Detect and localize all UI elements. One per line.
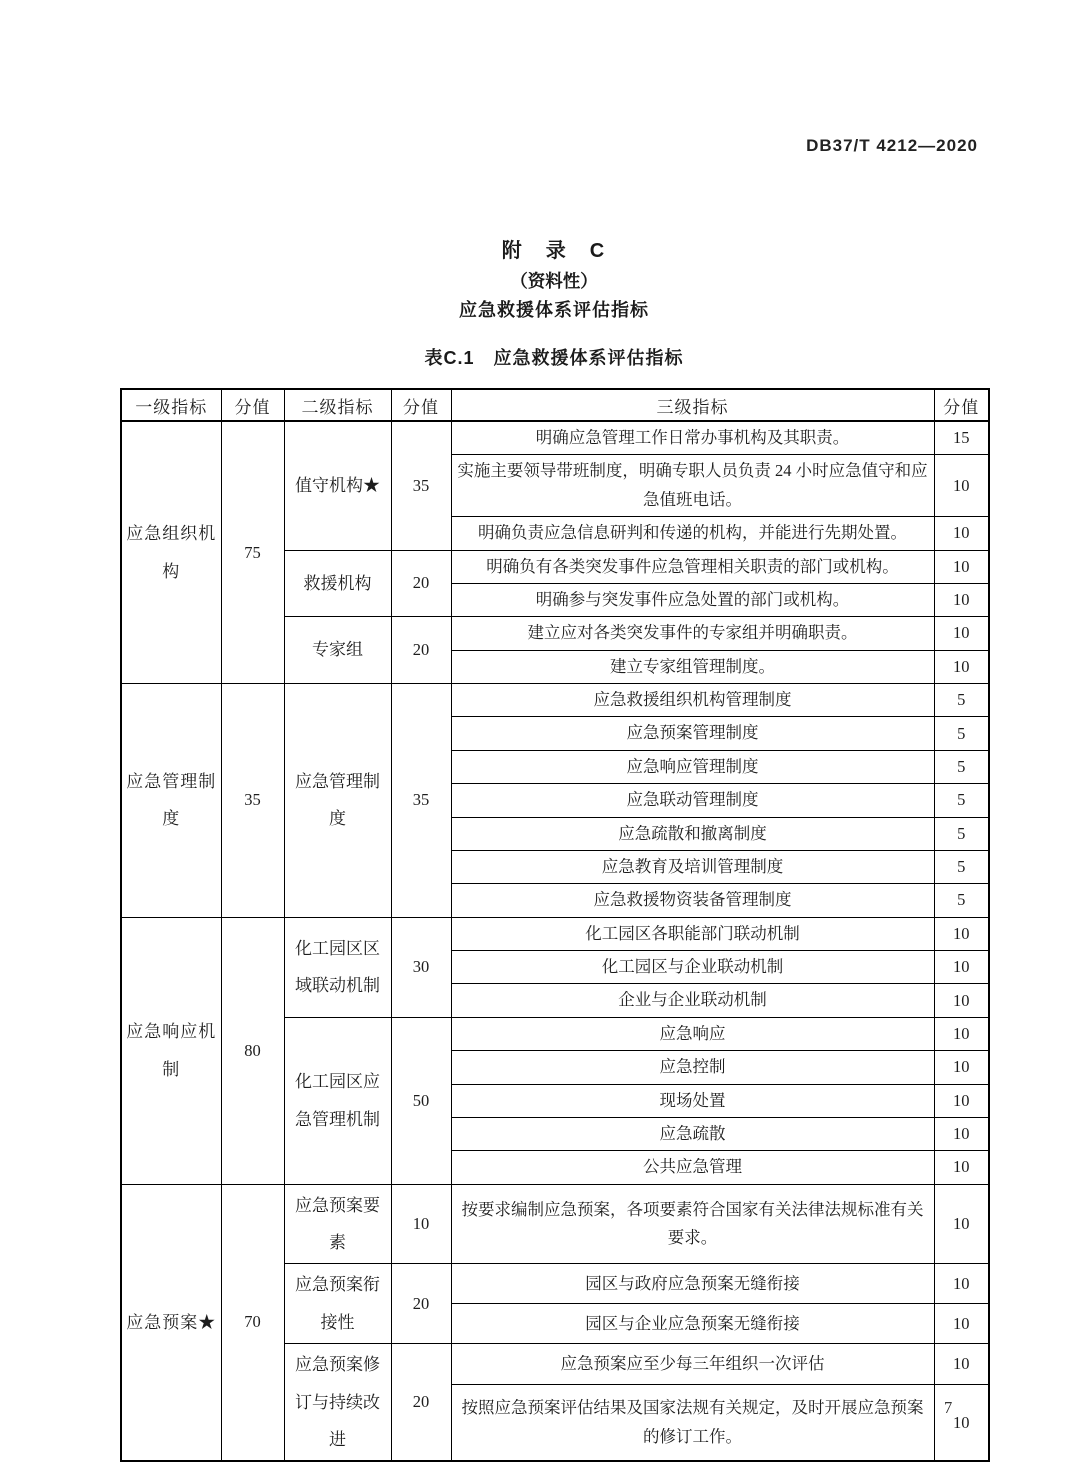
indicator-cell: 应急救援物资装备管理制度 [451,884,934,917]
header-level1: 一级指标 [121,389,221,421]
indicator-cell: 应急救援组织机构管理制度 [451,684,934,717]
indicator-cell: 应急疏散 [451,1117,934,1150]
level2-score-cell: 30 [391,917,451,1017]
indicator-score-cell: 10 [934,1264,989,1304]
indicator-score-cell: 10 [934,1017,989,1050]
level2-cell: 化工园区应急管理机制 [284,1017,391,1184]
indicator-cell: 企业与企业联动机制 [451,984,934,1017]
indicator-cell: 应急预案管理制度 [451,717,934,750]
indicator-cell: 建立专家组管理制度。 [451,650,934,683]
evaluation-table [120,388,990,1462]
indicator-cell: 建立应对各类突发事件的专家组并明确职责。 [451,617,934,650]
appendix-type-label: （资料性） [510,271,598,291]
level2-cell: 应急管理制度 [284,684,391,918]
indicator-score-cell: 10 [934,455,989,517]
indicator-cell: 应急响应管理制度 [451,750,934,783]
level1-cell: 应急组织机构 [121,421,221,684]
indicator-cell: 化工园区与企业联动机制 [451,951,934,984]
level2-score-cell: 35 [391,421,451,550]
level2-score-cell: 20 [391,550,451,617]
indicator-score-cell: 5 [934,817,989,850]
table-caption: 表C.1 应急救援体系评估指标 [424,348,684,368]
indicator-cell: 园区与企业应急预案无缝衔接 [451,1304,934,1344]
indicator-score-cell: 10 [934,1151,989,1184]
indicator-cell: 园区与政府应急预案无缝衔接 [451,1264,934,1304]
level2-score-cell: 35 [391,684,451,918]
indicator-cell: 应急预案应至少每三年组织一次评估 [451,1344,934,1385]
indicator-score-cell: 10 [934,951,989,984]
indicator-cell: 现场处置 [451,1084,934,1117]
level1-score-cell: 75 [221,421,284,684]
header-score2: 分值 [391,389,451,421]
indicator-score-cell: 10 [934,550,989,583]
indicator-cell: 明确负有各类突发事件应急管理相关职责的部门或机构。 [451,550,934,583]
header-score1: 分值 [221,389,284,421]
table-row [121,421,989,455]
level2-cell: 专家组 [284,617,391,684]
level2-cell: 应急预案修订与持续改进 [284,1344,391,1462]
indicator-score-cell: 10 [934,1184,989,1264]
indicator-cell: 明确负责应急信息研判和传递的机构，并能进行先期处置。 [451,517,934,550]
indicator-score-cell: 10 [934,1117,989,1150]
appendix-title: 附 录 C [501,240,607,262]
indicator-cell: 按照应急预案评估结果及国家法规有关规定，及时开展应急预案的修订工作。 [451,1385,934,1462]
indicator-score-cell: 10 [934,583,989,616]
indicator-cell: 公共应急管理 [451,1151,934,1184]
indicator-score-cell: 5 [934,717,989,750]
indicator-score-cell: 15 [934,421,989,455]
indicator-score-cell: 10 [934,517,989,550]
level2-cell: 值守机构★ [284,421,391,550]
level1-cell: 应急响应机制 [121,917,221,1184]
indicator-cell: 应急控制 [451,1051,934,1084]
header-level2: 二级指标 [284,389,391,421]
indicator-score-cell: 10 [934,1084,989,1117]
level1-score-cell: 35 [221,684,284,918]
appendix-subject-title: 应急救援体系评估指标 [459,300,649,320]
indicator-score-cell: 10 [934,617,989,650]
indicator-cell: 应急响应 [451,1017,934,1050]
indicator-score-cell: 5 [934,850,989,883]
level2-score-cell: 50 [391,1017,451,1184]
indicator-score-cell: 10 [934,1344,989,1385]
level1-score-cell: 70 [221,1184,284,1461]
indicator-score-cell: 10 [934,1051,989,1084]
level1-cell: 应急管理制度 [121,684,221,918]
indicator-cell: 按要求编制应急预案，各项要素符合国家有关法律法规标准有关要求。 [451,1184,934,1264]
header-score3: 分值 [934,389,989,421]
indicator-score-cell: 10 [934,917,989,950]
level2-score-cell: 20 [391,1344,451,1462]
level2-score-cell: 20 [391,1264,451,1344]
indicator-score-cell: 5 [934,750,989,783]
table-header-row [121,389,989,421]
indicator-cell: 明确应急管理工作日常办事机构及其职责。 [451,421,934,455]
level2-score-cell: 20 [391,617,451,684]
indicator-cell: 应急联动管理制度 [451,784,934,817]
level1-cell: 应急预案★ [121,1184,221,1461]
indicator-score-cell: 5 [934,884,989,917]
table-row [121,1184,989,1264]
indicator-score-cell: 5 [934,784,989,817]
indicator-score-cell: 10 [934,1385,989,1462]
level1-score-cell: 80 [221,917,284,1184]
indicator-cell: 应急教育及培训管理制度 [451,850,934,883]
table-row [121,917,989,950]
table-row [121,684,989,717]
level2-cell: 救援机构 [284,550,391,617]
indicator-score-cell: 10 [934,984,989,1017]
indicator-cell: 应急疏散和撤离制度 [451,817,934,850]
header-level3: 三级指标 [451,389,934,421]
standard-doc-code: DB37/T 4212—2020 [806,136,978,155]
level2-cell: 应急预案衔接性 [284,1264,391,1344]
indicator-score-cell: 10 [934,1304,989,1344]
level2-score-cell: 10 [391,1184,451,1264]
page-number: 7 [944,1398,953,1417]
indicator-score-cell: 5 [934,684,989,717]
indicator-cell: 明确参与突发事件应急处置的部门或机构。 [451,583,934,616]
level2-cell: 应急预案要素 [284,1184,391,1264]
indicator-cell: 实施主要领导带班制度，明确专职人员负责 24 小时应急值守和应急值班电话。 [451,455,934,517]
indicator-cell: 化工园区各职能部门联动机制 [451,917,934,950]
level2-cell: 化工园区区域联动机制 [284,917,391,1017]
indicator-score-cell: 10 [934,650,989,683]
